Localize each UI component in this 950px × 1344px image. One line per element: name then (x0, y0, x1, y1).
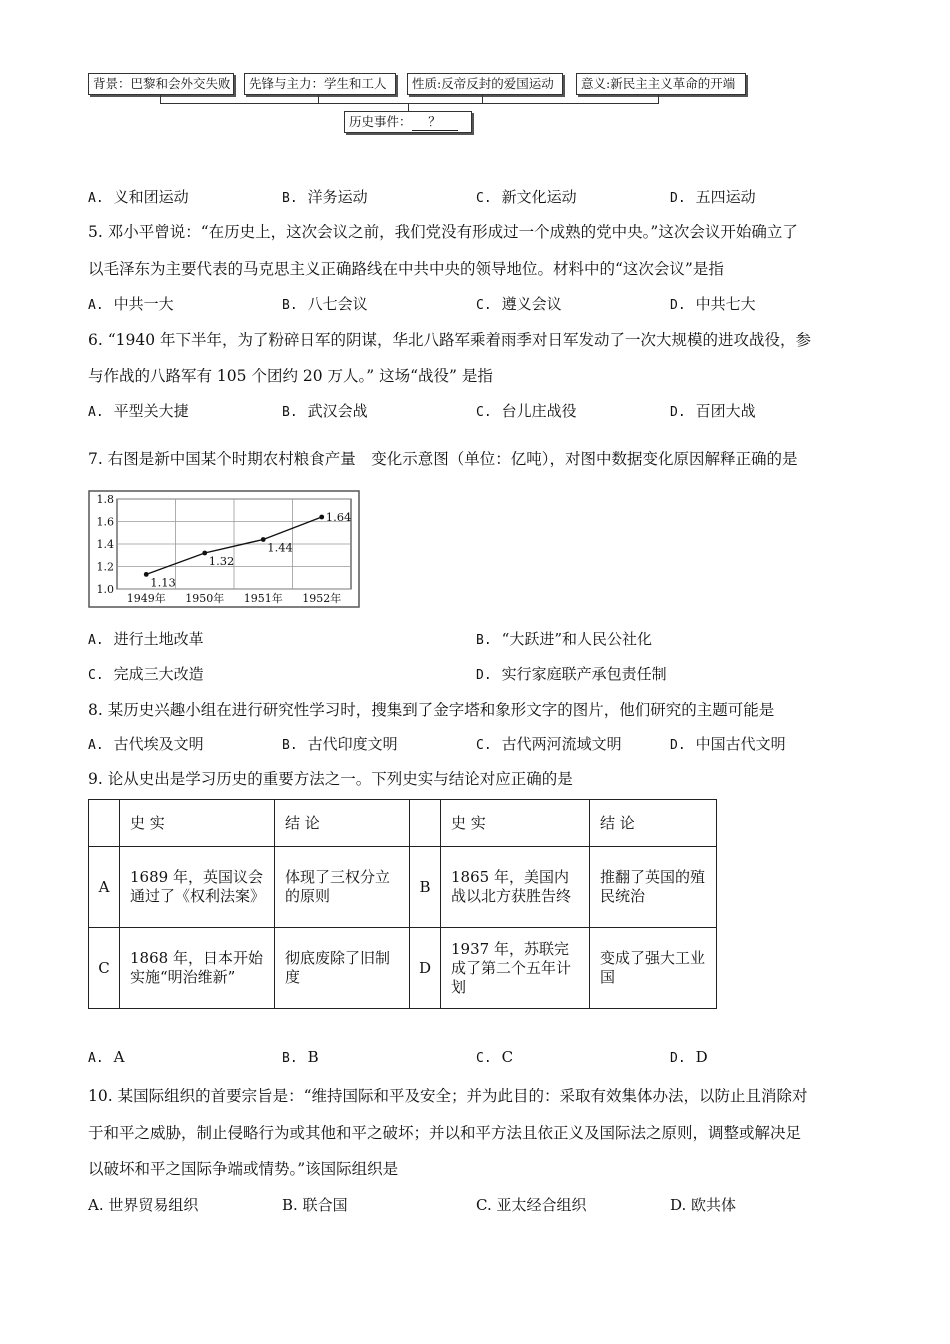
table-cell-conclusion: 变成了强大工业国 (590, 928, 717, 1009)
q6-option-d[interactable]: D. 百团大战 (670, 402, 756, 420)
q6-option-b[interactable]: B. 武汉会战 (282, 402, 368, 420)
q5-stem-line1: 5. 邓小平曾说：“在历史上，这次会议之前，我们党没有形成过一个成熟的党中央。”这次会议开始确立了 (88, 223, 798, 241)
table-row (89, 928, 717, 1009)
q5-option-b[interactable]: B. 八七会议 (282, 295, 368, 313)
table-cell (410, 800, 441, 847)
x-tick-label: 1951年 (243, 592, 283, 605)
diagram-box-event (344, 111, 472, 133)
diagram-box-nature: 性质:反帝反封的爱国运动 (407, 73, 563, 95)
q5-option-d[interactable]: D. 中共七大 (670, 295, 756, 313)
q9-option-c[interactable]: C. C (476, 1048, 514, 1066)
table-cell-letter: D (410, 928, 441, 1009)
diagram-event-blank: ？ (412, 114, 458, 131)
q8-option-b[interactable]: B. 古代印度文明 (282, 735, 398, 753)
table-cell-conclusion: 体现了三权分立的原则 (275, 847, 410, 928)
y-tick-label: 1.8 (96, 493, 114, 506)
table-cell-letter: B (410, 847, 441, 928)
q5-option-a[interactable]: A. 中共一大 (88, 295, 174, 313)
diagram-box-vanguard: 先锋与主力：学生和工人 (244, 73, 396, 95)
diagram-connector (658, 95, 659, 103)
q7-stem-line1: 7. 右图是新中国某个时期农村粮食产量 变化示意图（单位：亿吨），对图中数据变化原因解释正确的是 (88, 450, 798, 468)
q10-stem-line3: 以破坏和平之国际争端或情势。”该国际组织是 (88, 1160, 399, 1178)
q6-option-a[interactable]: A. 平型关大捷 (88, 402, 189, 420)
q9-option-b[interactable]: B. B (282, 1048, 319, 1066)
q9-option-d[interactable]: D. D (670, 1048, 708, 1066)
q10-stem-line2: 于和平之威胁，制止侵略行为或其他和平之破坏；并以和平方法且依正义及国际法之原则，调整或解决足 (88, 1124, 802, 1142)
table-cell-fact: 1937 年，苏联完成了第二个五年计划 (441, 928, 590, 1009)
table-cell-fact: 1868 年，日本开始实施“明治维新” (120, 928, 275, 1009)
y-tick-label: 1.0 (96, 583, 114, 596)
table-header-conclusion: 结 论 (275, 800, 410, 847)
q8-option-d[interactable]: D. 中国古代文明 (670, 735, 786, 753)
table-cell-fact: 1689 年，英国议会通过了《权利法案》 (120, 847, 275, 928)
diagram-box-background: 背景：巴黎和会外交失败 (88, 73, 234, 95)
table-cell (89, 800, 120, 847)
table-cell-letter: A (89, 847, 120, 928)
diagram-box-significance: 意义:新民主主义革命的开端 (576, 73, 746, 95)
grain-output-chart (88, 490, 360, 608)
q4-option-b[interactable]: B. 洋务运动 (282, 188, 368, 206)
q6-stem-line1: 6. “1940 年下半年，为了粉碎日军的阴谋，华北八路军乘着雨季对日军发动了一次大规模的进攻战役，参 (88, 331, 812, 349)
q9-stem-line1: 9. 论从史出是学习历史的重要方法之一。下列史实与结论对应正确的是 (88, 770, 573, 788)
q10-option-a[interactable]: A. 世界贸易组织 (88, 1196, 199, 1214)
table-header-fact: 史 实 (441, 800, 590, 847)
q6-option-c[interactable]: C. 台儿庄战役 (476, 402, 577, 420)
y-tick-label: 1.4 (96, 538, 114, 551)
data-point (319, 515, 324, 520)
diagram-connector (160, 95, 161, 103)
q7-option-c[interactable]: C. 完成三大改造 (88, 665, 204, 683)
q10-option-c[interactable]: C. 亚太经合组织 (476, 1196, 587, 1214)
diagram-connector (160, 103, 659, 104)
table-header-fact: 史 实 (120, 800, 275, 847)
q10-option-b[interactable]: B. 联合国 (282, 1196, 348, 1214)
data-point (261, 537, 266, 542)
q8-stem-line1: 8. 某历史兴趣小组在进行研究性学习时，搜集到了金字塔和象形文字的图片，他们研究的主题可能是 (88, 701, 775, 719)
q6-stem-line2: 与作战的八路军有 105 个团约 20 万人。” 这场“战役” 是指 (88, 367, 493, 385)
table-header-conclusion: 结 论 (590, 800, 717, 847)
x-tick-label: 1952年 (302, 592, 342, 605)
table-cell-conclusion: 推翻了英国的殖民统治 (590, 847, 717, 928)
x-tick-label: 1950年 (185, 592, 225, 605)
diagram-event-label: 历史事件： (349, 114, 412, 129)
q8-option-c[interactable]: C. 古代两河流域文明 (476, 735, 622, 753)
data-label: 1.64 (325, 510, 352, 524)
diagram-connector (408, 103, 409, 111)
data-point (202, 551, 207, 556)
q7-option-b[interactable]: B. “大跃进”和人民公社化 (476, 630, 652, 648)
data-label: 1.44 (267, 540, 293, 555)
data-point (144, 572, 149, 577)
q9-table (88, 799, 717, 1009)
q5-option-c[interactable]: C. 遵义会议 (476, 295, 562, 313)
y-tick-label: 1.2 (96, 560, 114, 574)
table-cell-fact: 1865 年，美国内战以北方获胜告终 (441, 847, 590, 928)
q10-stem-line1: 10. 某国际组织的首要宗旨是：“维持国际和平及安全；并为此目的：采取有效集体办法，以防止且消除对 (88, 1087, 808, 1105)
table-cell-conclusion: 彻底废除了旧制度 (275, 928, 410, 1009)
q8-option-a[interactable]: A. 古代埃及文明 (88, 735, 204, 753)
q4-option-d[interactable]: D. 五四运动 (670, 188, 756, 206)
y-tick-label: 1.6 (96, 515, 114, 529)
table-header-row (89, 800, 717, 847)
q7-option-d[interactable]: D. 实行家庭联产承包责任制 (476, 665, 667, 683)
diagram-connector (482, 95, 483, 103)
diagram-connector (318, 95, 319, 103)
q5-stem-line2: 以毛泽东为主要代表的马克思主义正确路线在中共中央的领导地位。材料中的“这次会议”是指 (88, 260, 724, 278)
q4-option-a[interactable]: A. 义和团运动 (88, 188, 189, 206)
q10-option-d[interactable]: D. 欧共体 (670, 1196, 737, 1214)
data-label: 1.13 (150, 575, 176, 590)
x-tick-label: 1949年 (126, 592, 166, 605)
q7-option-a[interactable]: A. 进行土地改革 (88, 630, 204, 648)
data-label: 1.32 (208, 554, 235, 568)
table-cell-letter: C (89, 928, 120, 1009)
q9-option-a[interactable]: A. A (88, 1048, 125, 1066)
q4-option-c[interactable]: C. 新文化运动 (476, 188, 577, 206)
table-row (89, 847, 717, 928)
